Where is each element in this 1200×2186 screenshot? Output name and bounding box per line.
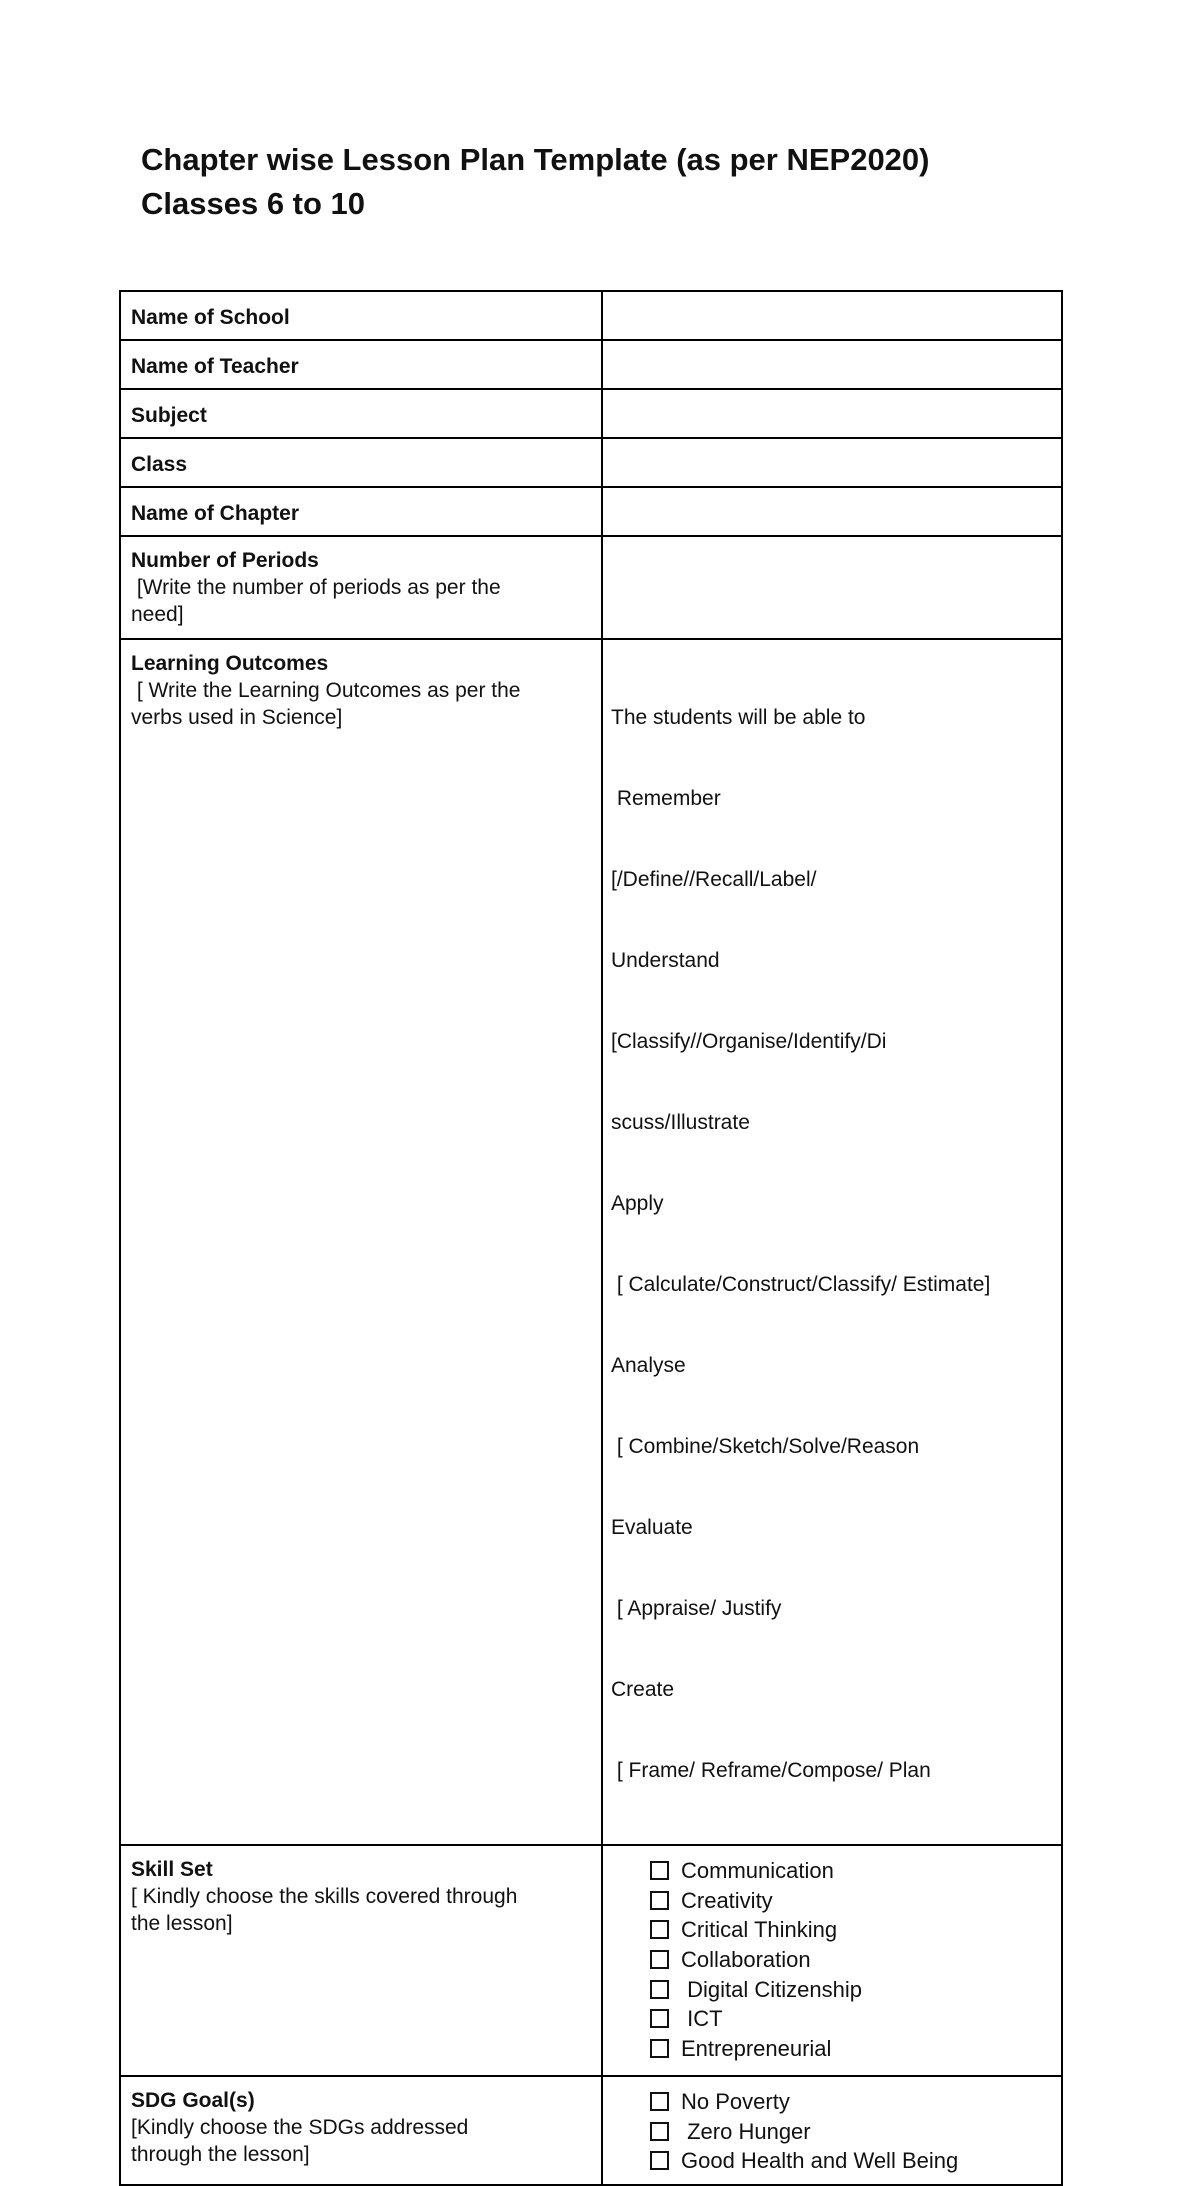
skills-hint-line-2: the lesson] [131, 1912, 233, 1935]
class-label-cell [120, 438, 602, 487]
checkbox-icon[interactable] [650, 1920, 669, 1939]
sdg-option-no-poverty[interactable] [650, 2087, 1051, 2117]
skill-option-collaboration[interactable] [650, 1945, 1051, 1975]
row-class [120, 438, 1062, 487]
school-label: Name of School [131, 306, 290, 329]
checkbox-icon[interactable] [650, 2039, 669, 2058]
periods-value-cell[interactable] [602, 536, 1062, 639]
outcome-line: [ Appraise/ Justify [611, 1597, 782, 1620]
outcome-line: [ Combine/Sketch/Solve/Reason [611, 1435, 920, 1458]
subject-label-cell [120, 389, 602, 438]
outcome-line: [ Calculate/Construct/Classify/ Estimate] [611, 1273, 991, 1296]
row-chapter [120, 487, 1062, 536]
periods-label: Number of Periods [131, 549, 319, 572]
class-value-cell[interactable] [602, 438, 1062, 487]
document-title [141, 138, 1101, 226]
outcome-line: Apply [611, 1192, 664, 1215]
checkbox-icon[interactable] [650, 1980, 669, 1999]
skill-option-critical-thinking[interactable] [650, 1915, 1051, 1945]
subject-value-cell[interactable] [602, 389, 1062, 438]
outcome-line: [Classify//Organise/Identify/Di [611, 1030, 887, 1053]
chapter-label: Name of Chapter [131, 502, 300, 525]
row-periods [120, 536, 1062, 639]
subject-label: Subject [131, 404, 207, 427]
checkbox-icon[interactable] [650, 2009, 669, 2028]
skills-checklist [611, 1856, 1051, 2063]
row-sdg [120, 2076, 1062, 2185]
teacher-label: Name of Teacher [131, 355, 299, 378]
teacher-value-cell[interactable] [602, 340, 1062, 389]
row-teacher [120, 340, 1062, 389]
school-label-cell [120, 291, 602, 340]
checkbox-icon[interactable] [650, 2122, 669, 2141]
sdg-label: SDG Goal(s) [131, 2089, 255, 2112]
checkbox-icon[interactable] [650, 1950, 669, 1969]
chapter-label-cell [120, 487, 602, 536]
outcomes-label: Learning Outcomes [131, 652, 329, 675]
outcome-line: [ Frame/ Reframe/Compose/ Plan [611, 1759, 931, 1782]
sdg-option-zero-hunger[interactable] [650, 2117, 1051, 2147]
checkbox-label: Critical Thinking [681, 1917, 838, 1943]
outcome-line: [/Define//Recall/Label/ [611, 868, 817, 891]
skill-option-communication[interactable] [650, 1856, 1051, 1886]
title-line-2: Classes 6 to 10 [141, 186, 366, 221]
teacher-label-cell [120, 340, 602, 389]
lesson-plan-table [119, 290, 1063, 2186]
periods-hint-line-2: need] [131, 603, 184, 626]
skill-option-digital-citizenship[interactable] [650, 1974, 1051, 2004]
skill-option-entrepreneurial[interactable] [650, 2034, 1051, 2064]
outcome-line: scuss/Illustrate [611, 1111, 750, 1134]
outcome-line: Remember [611, 787, 721, 810]
outcome-line: Understand [611, 949, 720, 972]
checkbox-icon[interactable] [650, 2151, 669, 2170]
sdg-checklist [611, 2087, 1051, 2176]
skills-label-cell [120, 1845, 602, 2076]
title-line-1: Chapter wise Lesson Plan Template (as per NEP2020) [141, 142, 930, 177]
class-label: Class [131, 453, 188, 476]
outcomes-label-cell [120, 639, 602, 1845]
checkbox-label: Collaboration [681, 1947, 811, 1973]
outcomes-hint-line-1: [ Write the Learning Outcomes as per the [131, 679, 521, 702]
checkbox-icon[interactable] [650, 1861, 669, 1880]
sdg-label-cell [120, 2076, 602, 2185]
checkbox-label: No Poverty [681, 2089, 790, 2115]
skills-hint-line-1: [ Kindly choose the skills covered through [131, 1885, 518, 1908]
skills-label: Skill Set [131, 1858, 213, 1881]
checkbox-label: Zero Hunger [681, 2118, 811, 2144]
skills-value-cell [602, 1845, 1062, 2076]
row-outcomes [120, 639, 1062, 1845]
outcomes-value-cell[interactable] [602, 639, 1062, 1845]
outcomes-hint-line-2: verbs used in Science] [131, 706, 343, 729]
checkbox-label: Communication [681, 1858, 834, 1884]
checkbox-icon[interactable] [650, 2092, 669, 2111]
outcome-line: Analyse [611, 1354, 686, 1377]
row-skills [120, 1845, 1062, 2076]
row-subject [120, 389, 1062, 438]
sdg-hint-line-1: [Kindly choose the SDGs addressed [131, 2116, 469, 2139]
chapter-value-cell[interactable] [602, 487, 1062, 536]
checkbox-label: Digital Citizenship [681, 1976, 862, 2002]
periods-hint-line-1: [Write the number of periods as per the [131, 576, 501, 599]
checkbox-label: Creativity [681, 1887, 773, 1913]
sdg-hint-line-2: through the lesson] [131, 2143, 310, 2166]
outcome-line: Evaluate [611, 1516, 693, 1539]
row-school [120, 291, 1062, 340]
checkbox-label: Good Health and Well Being [681, 2148, 959, 2174]
school-value-cell[interactable] [602, 291, 1062, 340]
periods-label-cell [120, 536, 602, 639]
outcome-line: The students will be able to [611, 706, 866, 729]
sdg-value-cell [602, 2076, 1062, 2185]
checkbox-label: ICT [681, 2006, 723, 2032]
skill-option-creativity[interactable] [650, 1886, 1051, 1916]
checkbox-icon[interactable] [650, 1891, 669, 1910]
outcome-line: Create [611, 1678, 675, 1701]
skill-option-ict[interactable] [650, 2004, 1051, 2034]
checkbox-label: Entrepreneurial [681, 2035, 832, 2061]
sdg-option-good-health[interactable] [650, 2146, 1051, 2176]
